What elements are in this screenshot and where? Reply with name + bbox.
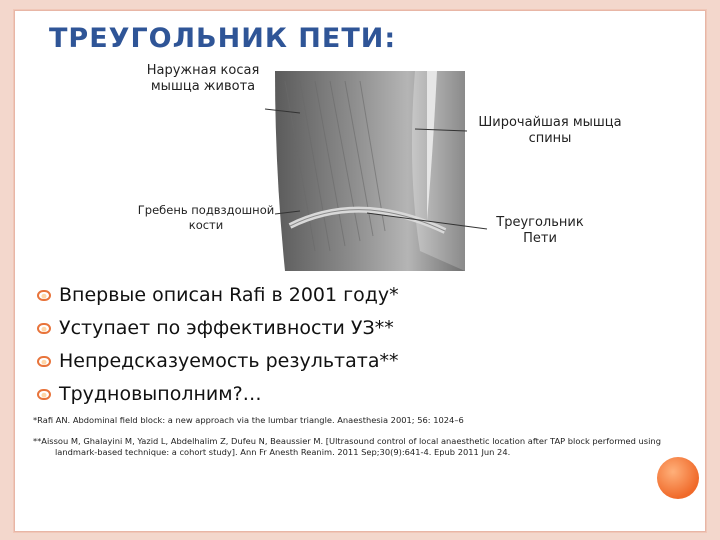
bullet-icon bbox=[37, 356, 51, 367]
bullet-icon bbox=[37, 389, 51, 400]
label-external-oblique-line1: Наружная косая bbox=[146, 63, 260, 78]
label-latissimus bbox=[465, 115, 635, 147]
label-petit-triangle-line2: Пети bbox=[523, 231, 557, 246]
label-external-oblique-line2: мышца живота bbox=[150, 79, 256, 94]
bullet-text: Непредсказуемость результата** bbox=[59, 350, 399, 372]
bullet-item bbox=[37, 345, 677, 378]
bullet-item bbox=[37, 378, 677, 411]
slide bbox=[14, 10, 706, 532]
label-iliac-crest bbox=[131, 203, 281, 233]
bullet-list bbox=[37, 279, 677, 411]
bullet-item bbox=[37, 312, 677, 345]
label-external-oblique bbox=[135, 63, 271, 95]
label-petit-triangle-line1: Треугольник bbox=[496, 215, 584, 230]
latissimus-region bbox=[412, 71, 465, 271]
anatomy-figure bbox=[115, 51, 635, 271]
label-iliac-crest-line2: кости bbox=[188, 218, 224, 232]
references bbox=[33, 415, 673, 468]
decorative-orange-circle bbox=[657, 457, 699, 499]
reference-aissou: **Aissou M, Ghalayini M, Yazid L, Abdelhalim Z, Dufeu N, Beaussier M. [Ultrasound control of local anaesthetic location after TAP block performed using landmark-based technique: a cohort study]. Ann Fr Anesth Reanim. 2011 Sep;30(9):641-4. Epub 2011 Jun 24. bbox=[33, 436, 661, 457]
bullet-icon bbox=[37, 290, 51, 301]
bullet-text: Трудновыполним?… bbox=[59, 383, 262, 405]
label-latissimus-line1: Широчайшая мышца bbox=[478, 115, 622, 130]
reference-rafi: *Rafi AN. Abdominal field block: a new approach via the lumbar triangle. Anaesthesia 2001; 56: 1024–6 bbox=[33, 415, 464, 425]
label-iliac-crest-line1: Гребень подвздошной bbox=[137, 203, 275, 217]
label-latissimus-line2: спины bbox=[528, 131, 572, 146]
bullet-text: Впервые описан Rafi в 2001 году* bbox=[59, 284, 399, 306]
label-petit-triangle bbox=[475, 215, 605, 247]
slide-title: ТРЕУГОЛЬНИК ПЕТИ: bbox=[49, 23, 397, 54]
bullet-text: Уступает по эффективности УЗ** bbox=[59, 317, 394, 339]
bullet-item bbox=[37, 279, 677, 312]
bullet-icon bbox=[37, 323, 51, 334]
